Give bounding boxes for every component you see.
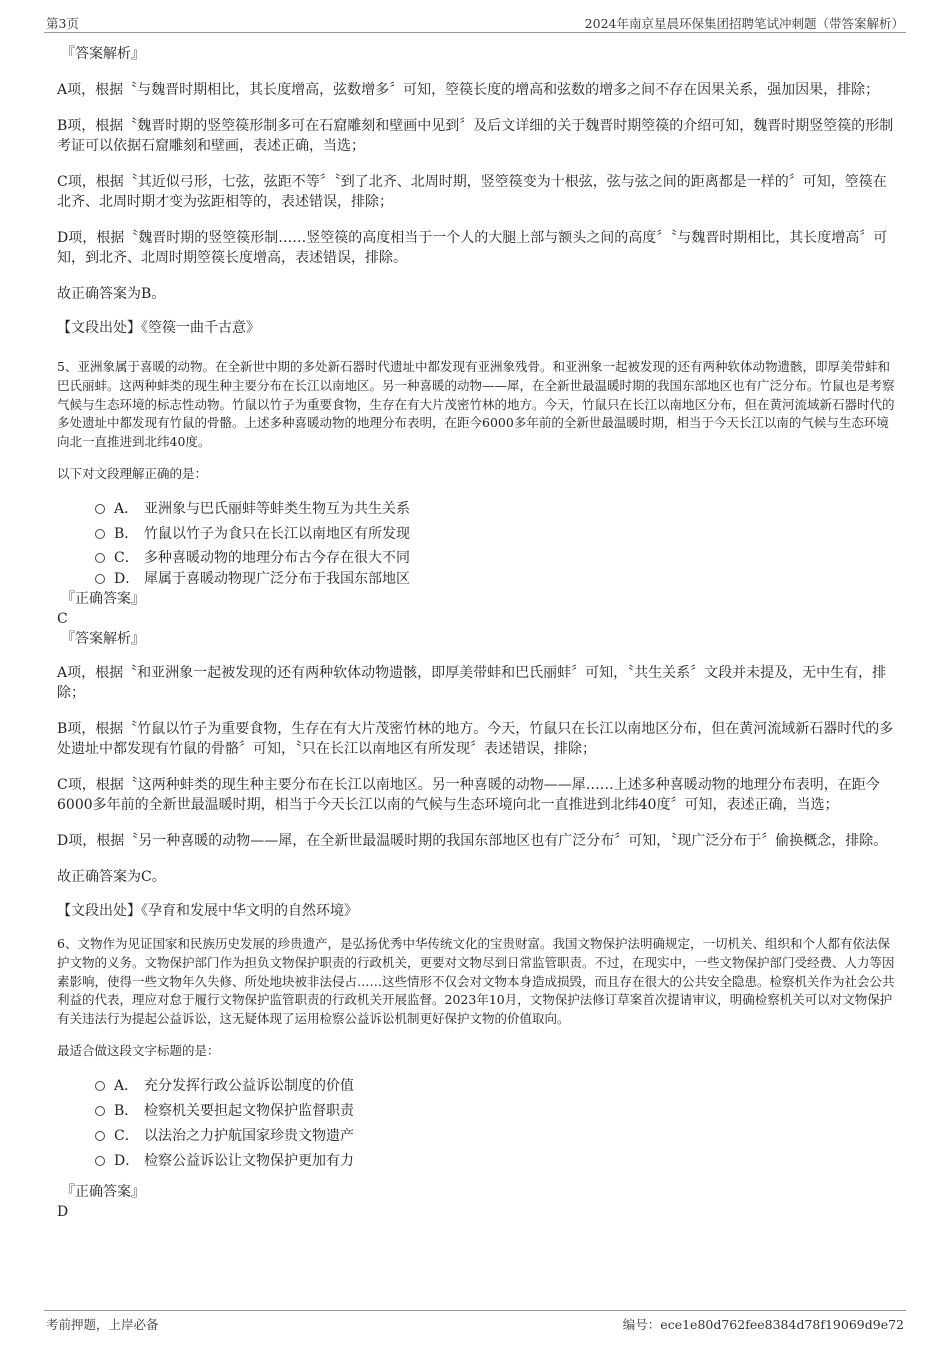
analysis-option-a: A项，根据〝和亚洲象一起被发现的还有两种软体动物遗骸，即厚美带蚌和巴氏丽蚌〞可知，〝共生关系〞文段并未提及，无中生有，排除；	[57, 664, 887, 701]
question-stem: 5、亚洲象属于喜暖的动物。在全新世中期的多处新石器时代遗址中都发现有亚洲象残骨。和亚洲象一起被发现的还有两种软体动物遗骸，即厚美带蚌和巴氏丽蚌。这两种蚌类的现生种主要分布在长江以南地区。另一种喜暖的动物——犀，在全新世最温暖时期的我国东部地区也有广泛分布。竹鼠也是考察气候与生态环境的标志性动物。竹鼠以竹子为重要食物，生存在有大片茂密竹林的地方。今天，竹鼠只在长江以南地区分布，但在黄河流域新石器时代的多处遗址中都发现有竹鼠的骨骼。上述多种喜暖动物的地理分布表明，在距今6000多年前的全新世最温暖时期，相当于今天长江以南的气候与生态环境向北一直推进到北纬40度。	[57, 359, 895, 450]
radio-icon[interactable]	[95, 574, 105, 584]
question-6	[57, 935, 899, 1222]
option-list	[95, 497, 899, 589]
option-b[interactable]: B． 竹鼠以竹子为食只在长江以南地区有所发现	[95, 522, 899, 547]
source-citation: 【文段出处】《孕育和发展中华文明的自然环境》	[57, 902, 358, 919]
source-citation: 【文段出处】《箜篌一曲千古意》	[57, 320, 260, 336]
option-list	[95, 1074, 899, 1174]
radio-icon[interactable]	[95, 1156, 105, 1166]
document-code: 编号：ece1e80d762fee8384d78f19069d9e72	[622, 1317, 904, 1332]
analysis-option-c: C项，根据〝这两种蚌类的现生种主要分布在长江以南地区。另一种喜暖的动物——犀……上述多种喜暖动物的地理分布表明，在距今6000多年前的全新世最温暖时期，相当于今天长江以南的气候与生态环境向北一直推进到北纬40度〞可知，表述正确，当选；	[57, 776, 880, 813]
page-footer	[44, 1310, 906, 1335]
question-5	[57, 358, 899, 921]
option-text: 以法治之力护航国家珍贵文物遗产	[144, 1127, 354, 1144]
radio-icon[interactable]	[95, 1081, 105, 1091]
option-d[interactable]: D． 检察公益诉讼让文物保护更加有力	[95, 1149, 899, 1174]
option-text: 检察公益诉讼让文物保护更加有力	[144, 1152, 354, 1169]
option-c[interactable]: C． 多种喜暖动物的地理分布古今存在很大不同	[95, 547, 899, 569]
conclusion: 故正确答案为C。	[57, 868, 166, 885]
analysis-option-c: C项，根据〝其近似弓形，七弦，弦距不等〞〝到了北齐、北周时期，竖箜篌变为十根弦，弦与弦之间的距离都是一样的〞可知，箜篌在北齐、北周时期才变为弦距相等的，表述错误，排除；	[57, 174, 887, 210]
option-text: 充分发挥行政公益诉讼制度的价值	[144, 1077, 354, 1094]
analysis-option-b: B项，根据〝魏晋时期的竖箜篌形制多可在石窟雕刻和壁画中见到〞及后文详细的关于魏晋时期箜篌的介绍可知，魏晋时期竖箜篌的形制考证可以依据石窟雕刻和壁画，表述正确，当选；	[57, 118, 894, 154]
analysis-option-b: B项，根据〝竹鼠以竹子为重要食物，生存在有大片茂密竹林的地方。今天，竹鼠只在长江以南地区分布，但在黄河流域新石器时代的多处遗址中都发现有竹鼠的骨骼〞可知，〝只在长江以南地区有所发现〞表述错误，排除；	[57, 720, 894, 757]
radio-icon[interactable]	[95, 529, 105, 539]
radio-icon[interactable]	[95, 1131, 105, 1141]
question-stem: 6、文物作为见证国家和民族历史发展的珍贵遗产，是弘扬优秀中华传统文化的宝贵财富。我国文物保护法明确规定，一切机关、组织和个人都有依法保护文物的义务。文物保护部门作为担负文物保护职责的行政机关，更要对文物尽到日常监管职责。不过，在现实中，一些文物保护部门受经费、人力等因素影响，使得一些文物年久失修、所处地块被非法侵占……这些情形不仅会对文物本身造成损毁，而且存在很大的公共安全隐患。检察机关作为社会公共利益的代表，理应对怠于履行文物保护监管职责的行政机关开展监督。2023年10月，文物保护法修订草案首次提请审议，明确检察机关可以对文物保护有关违法行为提起公益诉讼，这无疑体现了运用检察公益诉讼机制更好保护文物的价值取向。	[57, 935, 895, 1027]
page-number: 第3页	[46, 16, 79, 31]
analysis-option-d: D项，根据〝魏晋时期的竖箜篌形制……竖箜篌的高度相当于一个人的大腿上部与额头之间的高度〞〝与魏晋时期相比，其长度增高〞可知，到北齐、北周时期箜篌长度增高，表述错误，排除。	[57, 230, 888, 266]
option-b[interactable]: B． 检察机关要担起文物保护监督职责	[95, 1099, 899, 1124]
option-c[interactable]: C． 以法治之力护航国家珍贵文物遗产	[95, 1124, 899, 1149]
answer-tag: 『正确答案』	[61, 590, 145, 607]
option-text: 检察机关要担起文物保护监督职责	[144, 1102, 354, 1119]
correct-answer: C	[57, 610, 68, 627]
option-a[interactable]: A． 亚洲象与巴氏丽蚌等蚌类生物互为共生关系	[95, 497, 899, 522]
question-prompt: 以下对文段理解正确的是：	[57, 465, 208, 481]
answer-tag: 『正确答案』	[61, 1183, 145, 1200]
option-text: 多种喜暖动物的地理分布古今存在很大不同	[144, 549, 410, 566]
radio-icon[interactable]	[95, 553, 105, 563]
analysis-tag: 『答案解析』	[61, 630, 145, 647]
radio-icon[interactable]	[95, 504, 105, 514]
document-title: 2024年南京星晨环保集团招聘笔试冲刺题（带答案解析）	[584, 16, 904, 31]
option-text: 亚洲象与巴氏丽蚌等蚌类生物互为共生关系	[144, 500, 410, 517]
option-a[interactable]: A． 充分发挥行政公益诉讼制度的价值	[95, 1074, 899, 1099]
analysis-option-a: A项，根据〝与魏晋时期相比，其长度增高，弦数增多〞可知，箜篌长度的增高和弦数的增多之间不存在因果关系，强加因果，排除；	[57, 82, 880, 98]
question-prompt: 最适合做这段文字标题的是：	[57, 1042, 220, 1058]
analysis-option-d: D项，根据〝另一种喜暖的动物——犀，在全新世最温暖时期的我国东部地区也有广泛分布〞可知，〝现广泛分布于〞偷换概念，排除。	[57, 832, 888, 849]
correct-answer: D	[57, 1203, 69, 1220]
page-header	[44, 14, 906, 33]
footer-slogan: 考前押题，上岸必备	[46, 1317, 159, 1332]
option-d[interactable]: D． 犀属于喜暖动物现广泛分布于我国东部地区	[95, 569, 899, 589]
analysis-tag: 『答案解析』	[61, 46, 145, 62]
question-4-analysis	[57, 44, 899, 338]
option-text: 犀属于喜暖动物现广泛分布于我国东部地区	[144, 570, 410, 587]
page-content	[57, 44, 899, 1222]
option-text: 竹鼠以竹子为食只在长江以南地区有所发现	[144, 525, 410, 542]
radio-icon[interactable]	[95, 1106, 105, 1116]
conclusion: 故正确答案为B。	[57, 286, 166, 302]
